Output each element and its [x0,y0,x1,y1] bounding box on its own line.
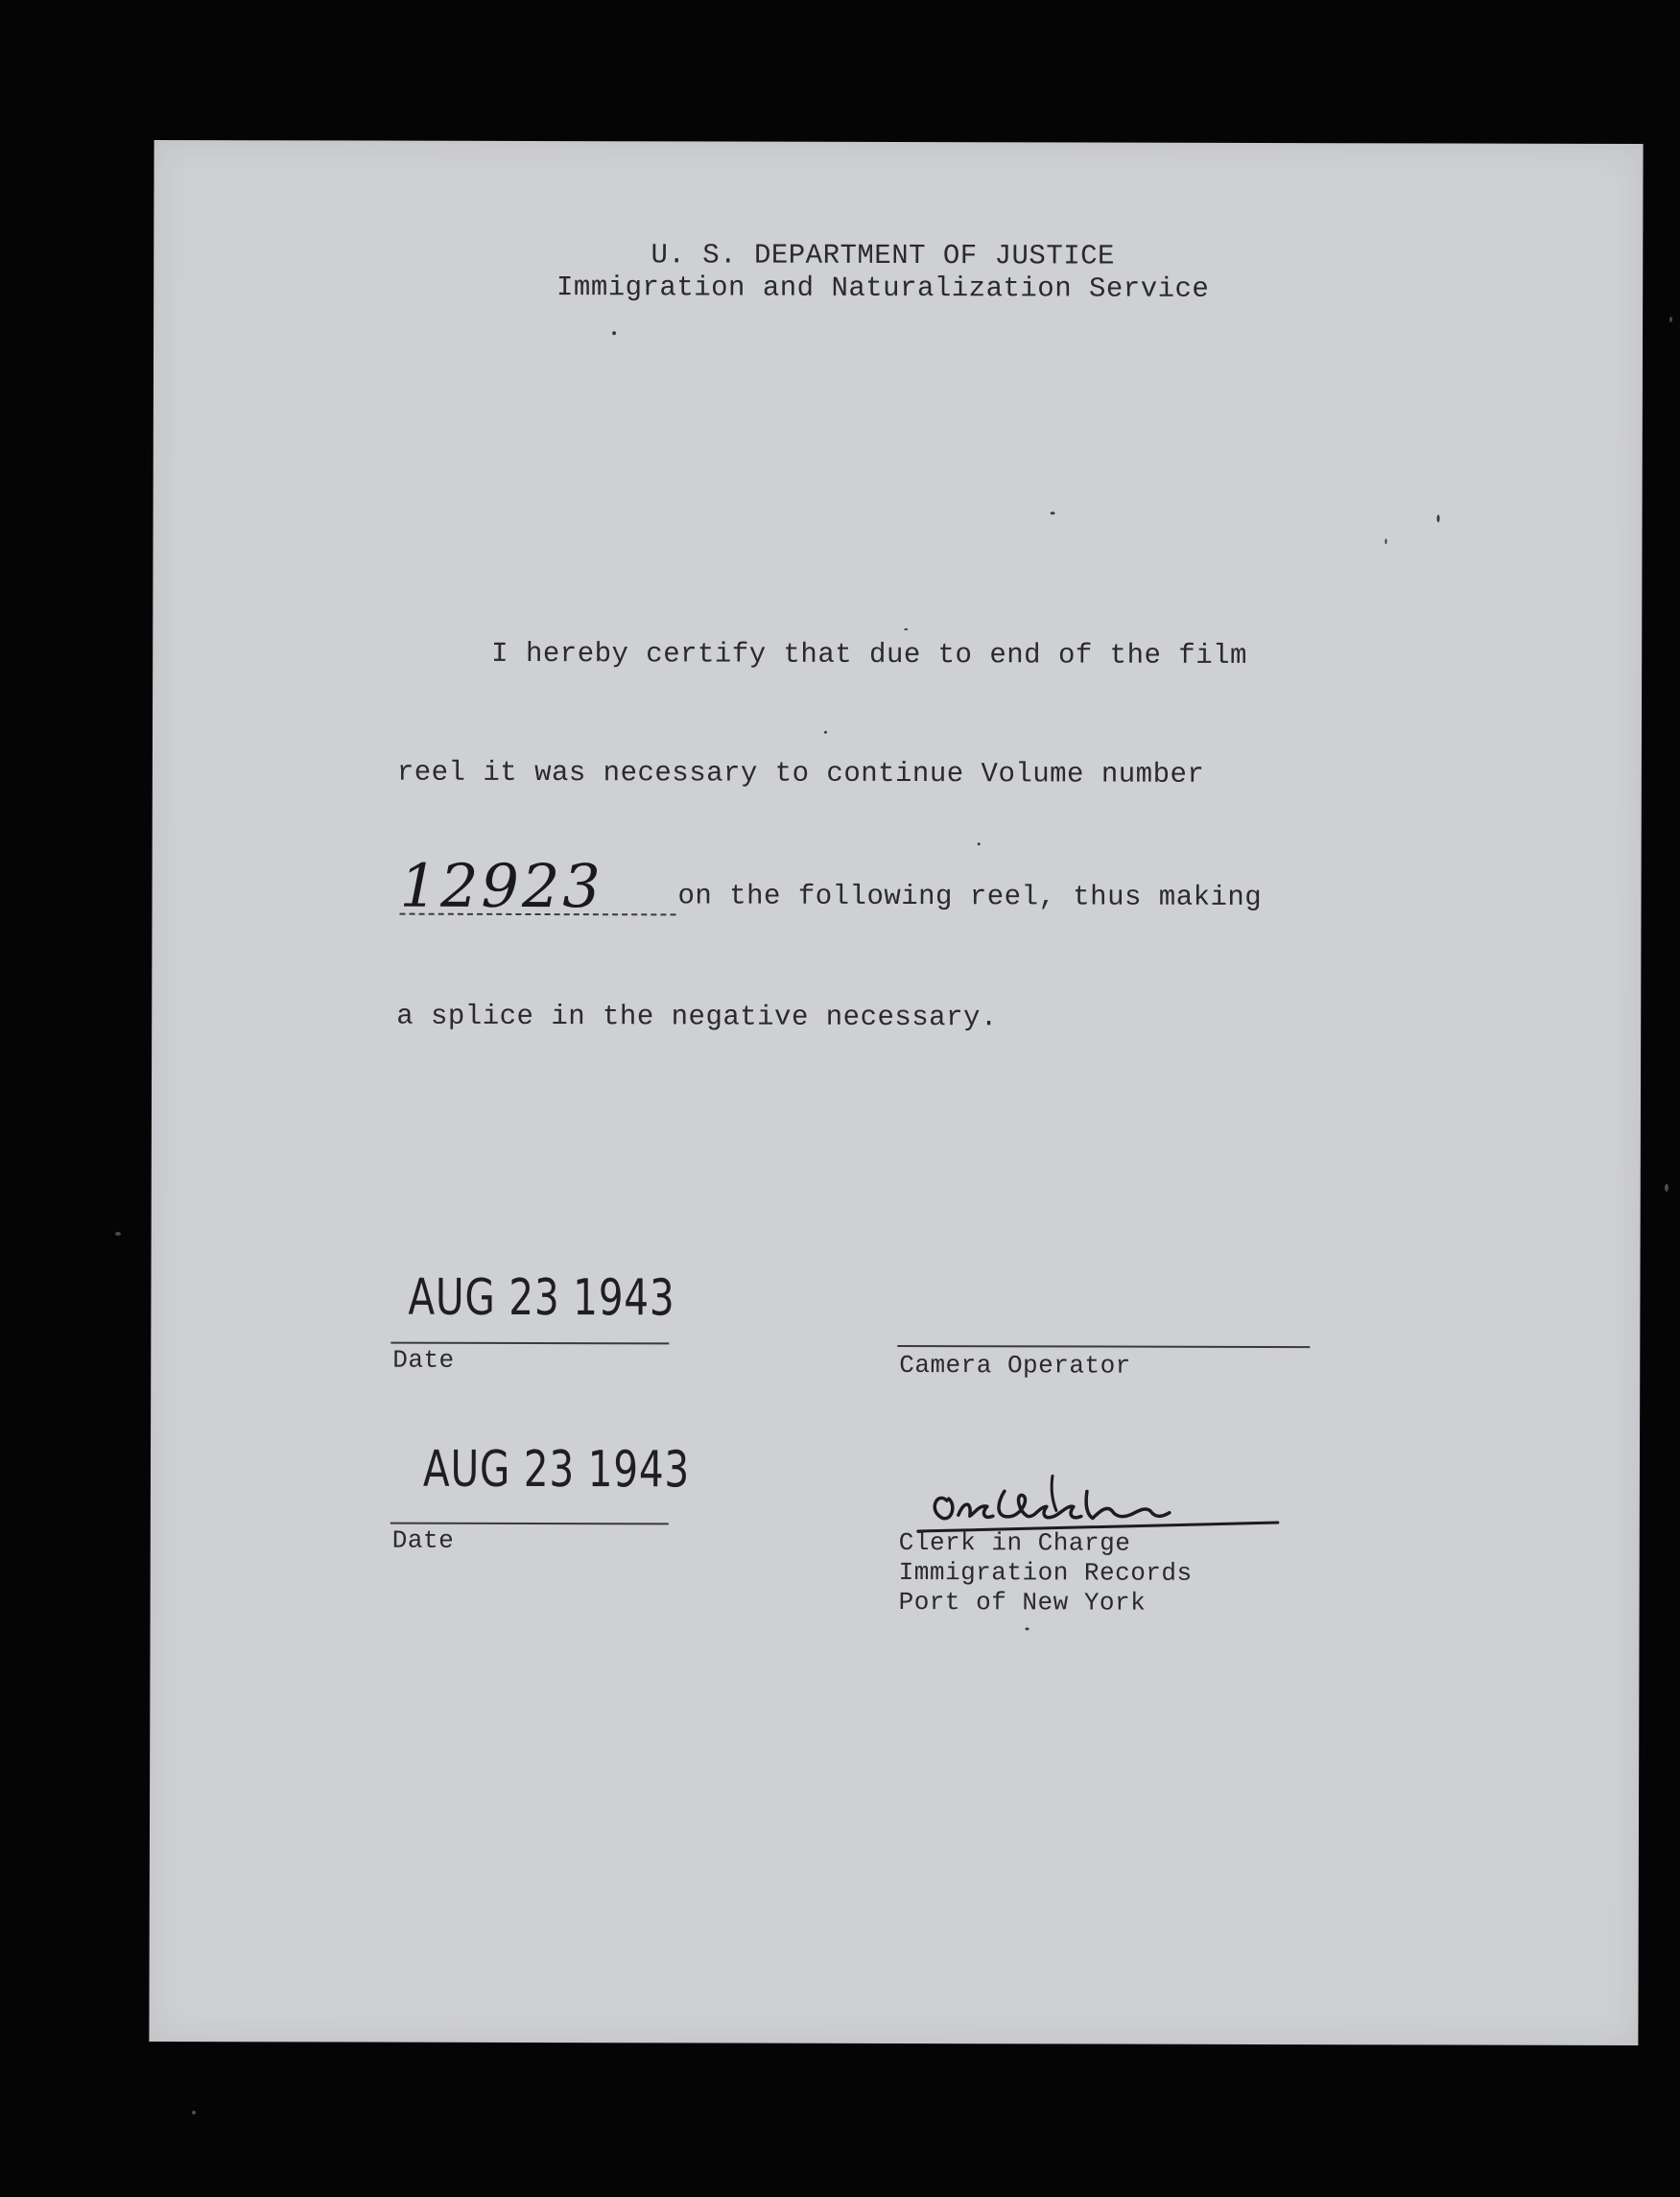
certify-line-1: I hereby certify that due to end of the film [491,637,1247,672]
certify-line-2: reel it was necessary to continue Volume number [396,756,1205,791]
camera-operator-label: Camera Operator [899,1351,1131,1381]
volume-number-handwritten: 12923 [399,850,603,922]
clerk-title: Clerk in Charge [898,1528,1131,1558]
clerk-port: Port of New York [898,1588,1147,1618]
date-label-2: Date [391,1525,455,1555]
date-rule-2 [390,1523,669,1525]
date-stamp-2: AUG 23 1943 [422,1440,691,1500]
date-stamp-1: AUG 23 1943 [408,1268,675,1328]
certify-line-3: on the following reel, thus making [677,880,1263,913]
service-heading: Immigration and Naturalization Service [556,272,1210,305]
date-rule-1 [390,1342,669,1345]
certify-line-4: a splice in the negative necessary. [396,1000,998,1034]
camera-operator-rule [897,1345,1310,1348]
document-page [149,140,1643,2045]
clerk-department: Immigration Records [898,1558,1193,1588]
department-heading: U. S. DEPARTMENT OF JUSTICE [651,239,1116,272]
date-label-1: Date [392,1345,455,1375]
